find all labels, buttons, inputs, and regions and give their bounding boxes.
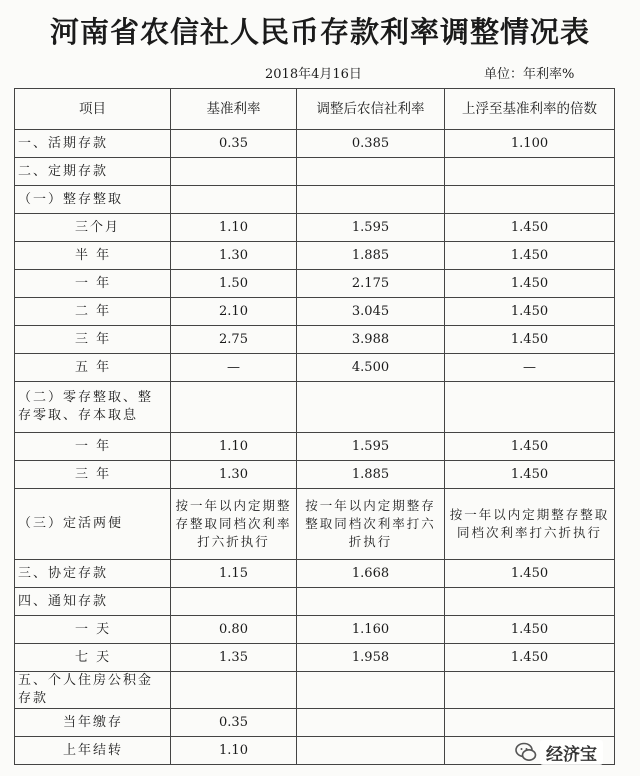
row-multiple: 1.450 — [445, 242, 615, 270]
row-multiple — [445, 158, 615, 186]
row-adjusted: 3.045 — [297, 298, 445, 326]
table-row — [15, 354, 615, 382]
header-item: 项目 — [15, 89, 171, 130]
row-adjusted: 1.160 — [297, 616, 445, 644]
row-item: 一 年 — [15, 270, 171, 298]
row-adjusted — [297, 588, 445, 616]
header-base-rate: 基准利率 — [171, 89, 297, 130]
row-item: 七 天 — [15, 644, 171, 672]
row-adjusted: 0.385 — [297, 130, 445, 158]
table-row — [15, 130, 615, 158]
table-row — [15, 242, 615, 270]
header-multiple: 上浮至基准利率的倍数 — [445, 89, 615, 130]
row-item: 一、活期存款 — [15, 130, 171, 158]
table-row — [15, 644, 615, 672]
rates-table — [14, 88, 615, 765]
row-base — [171, 158, 297, 186]
row-adjusted: 1.885 — [297, 461, 445, 489]
row-multiple: 按一年以内定期整存整取同档次利率打六折执行 — [445, 489, 615, 560]
row-multiple: 1.450 — [445, 326, 615, 354]
table-row — [15, 489, 615, 560]
row-multiple: 1.100 — [445, 130, 615, 158]
row-multiple — [445, 382, 615, 433]
row-adjusted — [297, 709, 445, 737]
row-adjusted: 1.958 — [297, 644, 445, 672]
watermark-label: 经济宝 — [540, 740, 603, 765]
row-adjusted — [297, 158, 445, 186]
row-item: 五、个人住房公积金存款 — [15, 672, 171, 709]
table-row — [15, 326, 615, 354]
row-item: （三）定活两便 — [15, 489, 171, 560]
table-row — [15, 560, 615, 588]
row-base: 0.35 — [171, 130, 297, 158]
row-base: 1.10 — [171, 433, 297, 461]
table-row — [15, 158, 615, 186]
table-row — [15, 616, 615, 644]
row-multiple: 1.450 — [445, 461, 615, 489]
table-row — [15, 588, 615, 616]
row-item: 三 年 — [15, 326, 171, 354]
row-item: （二）零存整取、整存零取、存本取息 — [15, 382, 171, 433]
row-base — [171, 588, 297, 616]
row-adjusted — [297, 186, 445, 214]
row-base: 1.30 — [171, 461, 297, 489]
row-item: 当年缴存 — [15, 709, 171, 737]
row-adjusted: 1.595 — [297, 433, 445, 461]
row-multiple: 1.450 — [445, 214, 615, 242]
row-base: 1.10 — [171, 214, 297, 242]
row-item: 半 年 — [15, 242, 171, 270]
row-adjusted — [297, 737, 445, 765]
row-adjusted: 1.595 — [297, 214, 445, 242]
row-multiple: 1.450 — [445, 270, 615, 298]
row-multiple: 1.450 — [445, 433, 615, 461]
row-multiple: 1.450 — [445, 560, 615, 588]
row-base: 2.75 — [171, 326, 297, 354]
table-row — [15, 461, 615, 489]
row-base — [171, 186, 297, 214]
row-item: 二、定期存款 — [15, 158, 171, 186]
table-row — [15, 270, 615, 298]
wechat-icon — [514, 740, 538, 764]
row-item: 上年结转 — [15, 737, 171, 765]
row-adjusted — [297, 672, 445, 709]
date-label: 2018年4月16日 — [265, 67, 362, 82]
row-adjusted: 1.885 — [297, 242, 445, 270]
row-item: （一）整存整取 — [15, 186, 171, 214]
row-base: 1.35 — [171, 644, 297, 672]
row-base: — — [171, 354, 297, 382]
row-item: 三 年 — [15, 461, 171, 489]
row-item: 一 年 — [15, 433, 171, 461]
row-base: 1.15 — [171, 560, 297, 588]
row-multiple — [445, 672, 615, 709]
row-multiple — [445, 186, 615, 214]
unit-label: 单位：年利率% — [484, 67, 575, 82]
row-base: 按一年以内定期整存整取同档次利率打六折执行 — [171, 489, 297, 560]
row-base: 0.80 — [171, 616, 297, 644]
row-item: 三个月 — [15, 214, 171, 242]
row-adjusted: 3.988 — [297, 326, 445, 354]
row-adjusted — [297, 382, 445, 433]
row-base: 2.10 — [171, 298, 297, 326]
table-row — [15, 672, 615, 709]
row-adjusted: 2.175 — [297, 270, 445, 298]
row-adjusted: 按一年以内定期整存整取同档次利率打六折执行 — [297, 489, 445, 560]
row-base: 0.35 — [171, 709, 297, 737]
table-row — [15, 709, 615, 737]
table-header-row — [15, 89, 615, 130]
row-base: 1.10 — [171, 737, 297, 765]
row-base — [171, 382, 297, 433]
row-multiple: — — [445, 354, 615, 382]
row-multiple: 1.450 — [445, 616, 615, 644]
row-item: 五 年 — [15, 354, 171, 382]
row-adjusted: 4.500 — [297, 354, 445, 382]
row-base: 1.30 — [171, 242, 297, 270]
table-row — [15, 186, 615, 214]
row-item: 三、协定存款 — [15, 560, 171, 588]
row-item: 四、通知存款 — [15, 588, 171, 616]
row-base: 1.50 — [171, 270, 297, 298]
table-row — [15, 214, 615, 242]
row-item: 一 天 — [15, 616, 171, 644]
table-row — [15, 433, 615, 461]
header-adjusted-rate: 调整后农信社利率 — [297, 89, 445, 130]
row-multiple — [445, 588, 615, 616]
row-base — [171, 672, 297, 709]
table-row — [15, 298, 615, 326]
row-multiple — [445, 709, 615, 737]
row-multiple: 1.450 — [445, 644, 615, 672]
table-row — [15, 382, 615, 433]
page-title: 河南省农信社人民币存款利率调整情况表 — [49, 15, 590, 49]
row-adjusted: 1.668 — [297, 560, 445, 588]
row-multiple: 1.450 — [445, 298, 615, 326]
row-item: 二 年 — [15, 298, 171, 326]
